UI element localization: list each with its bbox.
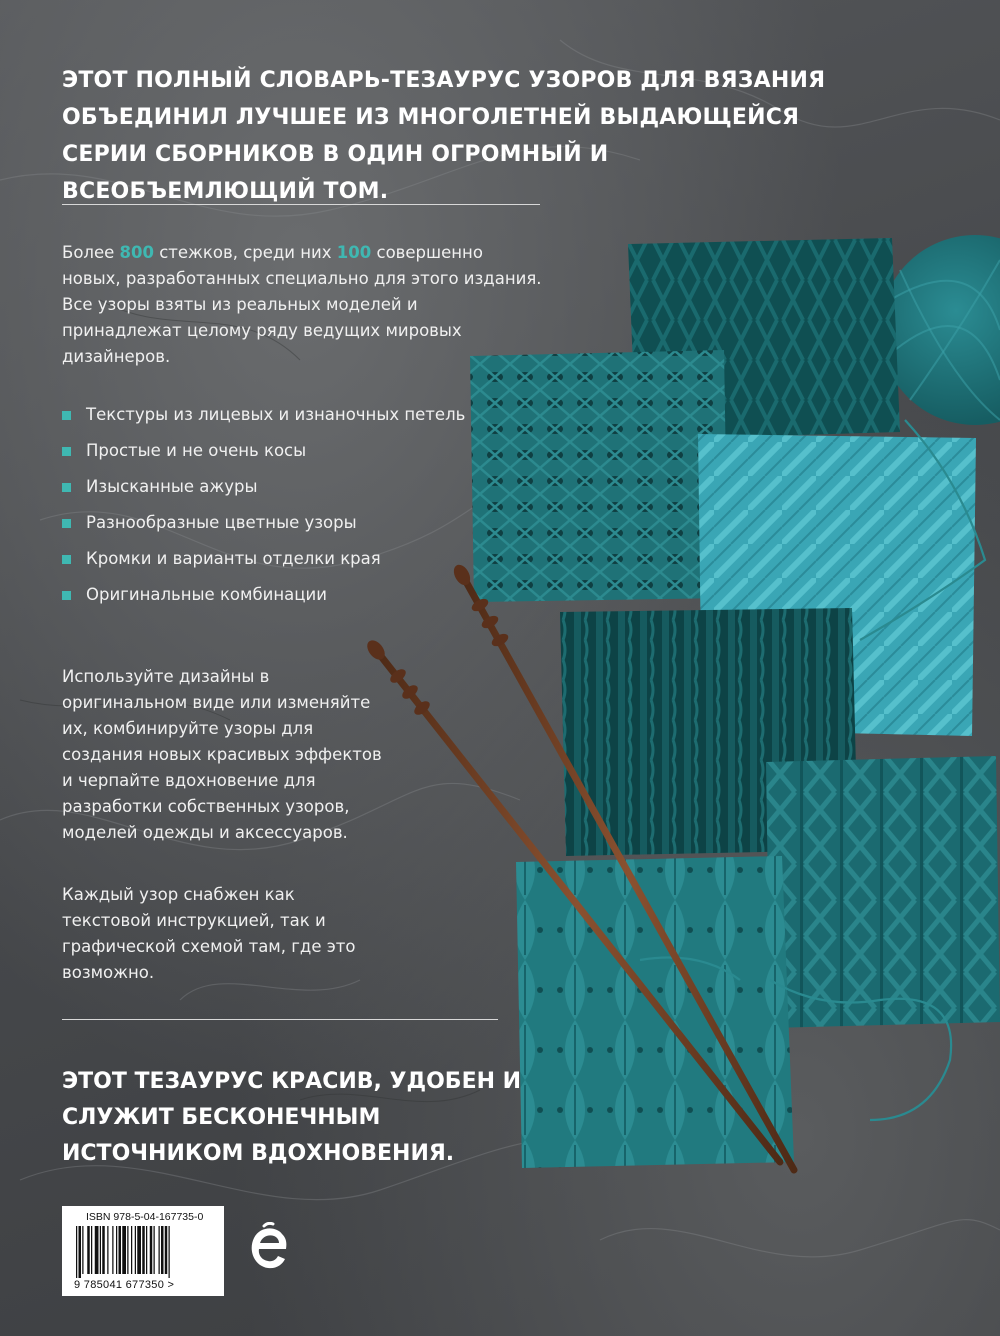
- bullet-square-icon: [62, 591, 71, 600]
- stitch-count: 800: [119, 243, 154, 262]
- feature-item: [62, 474, 482, 500]
- feature-text: Кромки и варианты отделки края: [86, 549, 381, 568]
- closing-statement: ЭТОТ ТЕЗАУРУС КРАСИВ, УДОБЕН И СЛУЖИТ БЕСКОНЕЧНЫМ ИСТОЧНИКОМ ВДОХНОВЕНИЯ.: [62, 1069, 522, 1166]
- feature-item: [62, 582, 482, 608]
- isbn-label: ISBN 978-5-04-167735-0: [86, 1211, 204, 1223]
- divider-bottom: [62, 1019, 498, 1020]
- usage-paragraph: Используйте дизайны в оригинальном виде или изменяйте их, комбинируйте узоры для создания новых красивых эффектов и черпайте вдохновение для разработки собственных узоров, моделей одежды и аксессуаров.: [62, 667, 382, 842]
- feature-text: Простые и не очень косы: [86, 441, 307, 460]
- feature-item: [62, 402, 482, 428]
- intro-paragraph: [62, 240, 542, 370]
- eksmo-e-logo-icon: [246, 1222, 290, 1276]
- feature-item: [62, 510, 482, 536]
- instructions-paragraph: Каждый узор снабжен как текстовой инструкцией, так и графической схемой там, где это возможно.: [62, 885, 356, 982]
- intro-text-1: Более: [62, 243, 120, 262]
- headline: ЭТОТ ПОЛНЫЙ СЛОВАРЬ-ТЕЗАУРУС УЗОРОВ ДЛЯ ВЯЗАНИЯ ОБЪЕДИНИЛ ЛУЧШЕЕ ИЗ МНОГОЛЕТНЕЙ ВЫДАЮЩЕЙСЯ СЕРИИ СБОРНИКОВ В ОДИН ОГРОМНЫЙ И ВСЕОБЪЕМЛЮЩИЙ ТОМ.: [62, 68, 826, 204]
- bullet-square-icon: [62, 519, 71, 528]
- bullet-square-icon: [62, 555, 71, 564]
- barcode-bars: [74, 1226, 212, 1278]
- isbn-digits: 9 785041 677350 >: [74, 1279, 175, 1291]
- intro-text-3: совершенно новых, разработанных специально для этого издания. Все узоры взяты из реальных моделей и принадлежат целому ряду ведущих мировых дизайнеров.: [62, 243, 542, 366]
- feature-text: Изысканные ажуры: [86, 477, 258, 496]
- feature-item: [62, 546, 482, 572]
- feature-text: Оригинальные комбинации: [86, 585, 327, 604]
- feature-text: Разнообразные цветные узоры: [86, 513, 357, 532]
- feature-list: [62, 402, 482, 618]
- divider-top: [62, 204, 540, 205]
- bullet-square-icon: [62, 447, 71, 456]
- isbn-barcode: [62, 1206, 224, 1296]
- bullet-square-icon: [62, 411, 71, 420]
- feature-text: Текстуры из лицевых и изнаночных петель: [86, 405, 466, 424]
- new-stitch-count: 100: [336, 243, 372, 262]
- feature-item: [62, 438, 482, 464]
- bullet-square-icon: [62, 483, 71, 492]
- intro-text-2: стежков, среди них: [153, 243, 337, 262]
